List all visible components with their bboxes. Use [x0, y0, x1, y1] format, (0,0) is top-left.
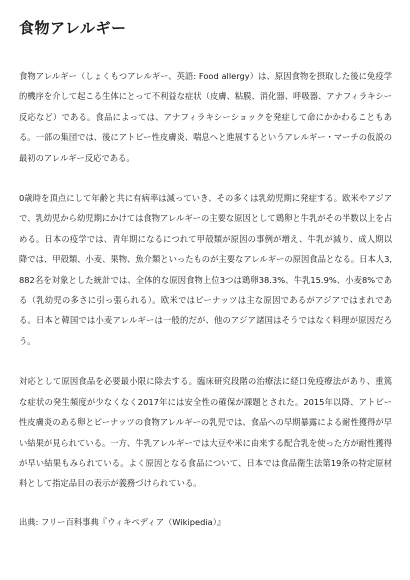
page-title: 食物アレルギー [19, 19, 127, 37]
source-citation: 出典: フリー百科事典『ウィキペディア（Wikipedia）』 [19, 516, 226, 527]
paragraph-treatment: 対応として原因食品を必要最小限に除去する。臨床研究段階の治療法に経口免疫療法があり、重篤な症状の発生頻度が少なくなく2017年には安全性の確保が課題とされた。2015年以降、アトピー性皮膚炎のある卵とピーナッツの食物アレルギーの乳児では、食品への早期暴露による耐性獲得が早い結果が見られている。一方、牛乳アレルギーでは大豆や米に由来する配合乳を使った方が耐性獲得が早い結果もみられている。よく原因となる食品について、日本では食品衛生法第19条の特定原材料として指定品目の表示が義務づけられている。 [19, 376, 392, 489]
paragraph-epidemiology: 0歳時を頂点にして年齢と共に有病率は減っていき、その多くは乳幼児期に発症する。欧米やアジアで、乳幼児から幼児期にかけては食物アレルギーの主要な原因として鶏卵と牛乳がその半数以上を占める。日本の疫学では、青年期になるにつれて甲殻類が原因の事例が増え、牛乳が減り、成人期以降では、甲殻類、小麦、果物、魚介類といったものが主要なアレルギーの原因食品となる。日本人3,882名を対象とした統計では、全体的な原因食物上位3つは鶏卵38.3%、牛乳15.9%、小麦8%である（乳幼児の多さに引っ張られる）。欧米ではピーナッツは主な原因であるがアジアではまれである。日本と韓国では小麦アレルギーは一般的だが、他のアジア諸国はそうではなく料理が原因だろう。 [19, 193, 392, 346]
paragraph-definition: 食物アレルギー（しょくもつアレルギー、英語: Food allergy）は、原因食物を摂取した後に免疫学的機序を介して起こる生体にとって不利益な症状（皮膚、粘膜、消化器、呼吸器、アナフィラキシー反応など）である。食品によっては、アナフィラキシーショックを発症して命にかかわることもある。一部の集団では、後にアトピー性皮膚炎、喘息へと進展するというアレルギー・マーチの仮説の最初のアレルギー反応である。 [19, 71, 392, 163]
